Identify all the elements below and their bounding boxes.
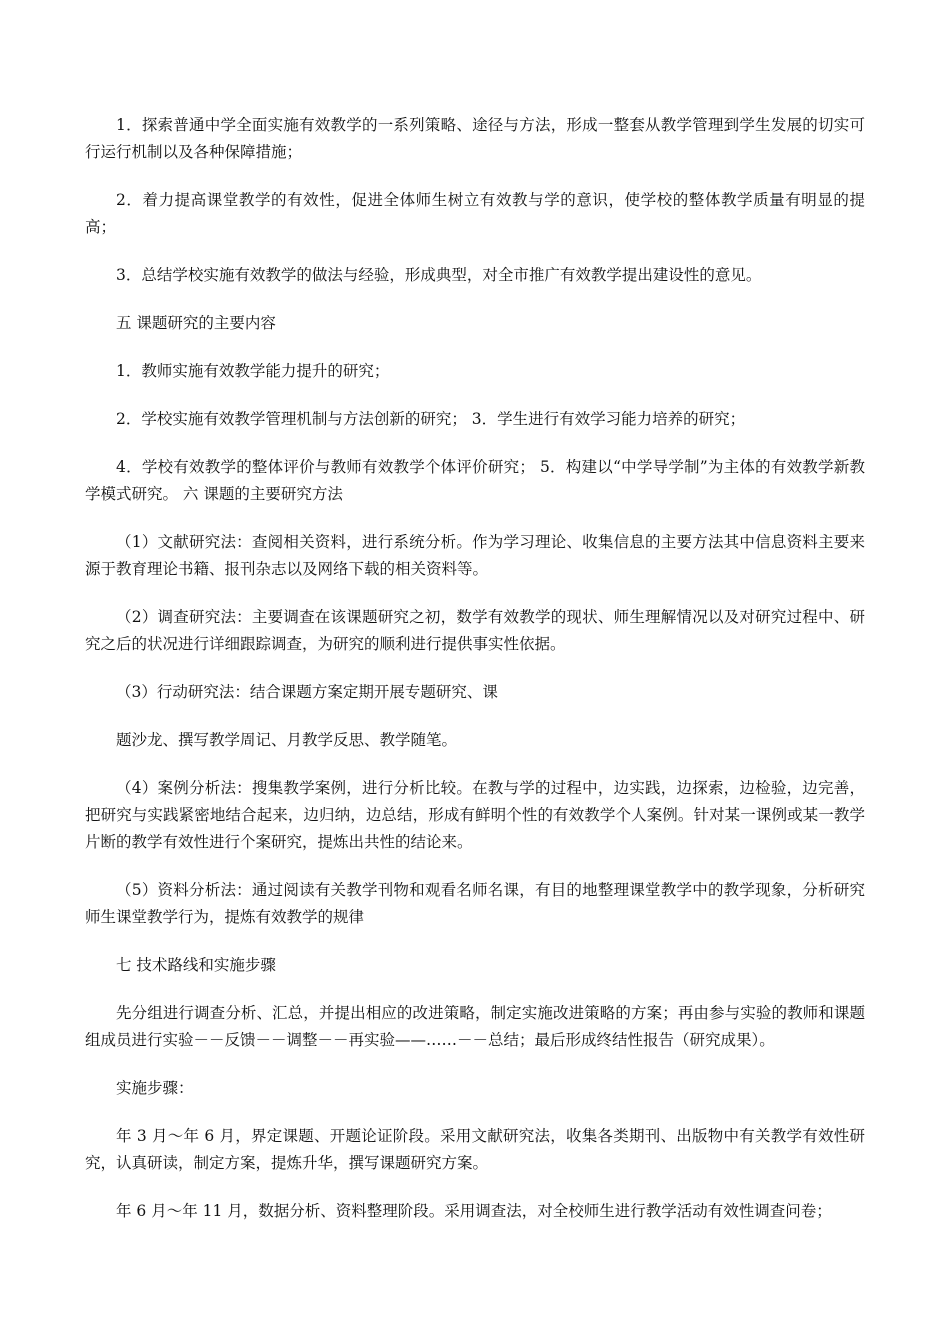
method-action: （3）行动研究法：结合课题方案定期开展专题研究、课 <box>116 683 498 701</box>
goal-paragraph-1: 1．探索普通中学全面实施有效教学的一系列策略、途径与方法，形成一整套从教学管理到学生发展的切实可行运行机制以及各种保障措施； <box>85 116 865 161</box>
document-page <box>85 112 865 1246</box>
step-phase-1: 年 3 月～年 6 月，界定课题、开题论证阶段。采用文献研究法，收集各类期刊、出版物中有关教学有效性研究，认真研读，制定方案，提炼升华，撰写课题研究方案。 <box>85 1127 865 1172</box>
method-literature: （1）文献研究法：查阅相关资料，进行系统分析。作为学习理论、收集信息的主要方法其中信息资料主要来源于教育理论书籍、报刊杂志以及网络下载的相关资料等。 <box>85 533 865 578</box>
section-heading-7: 七 技术路线和实施步骤 <box>116 956 276 974</box>
method-survey: （2）调查研究法：主要调查在该课题研究之初，数学有效教学的现状、师生理解情况以及对研究过程中、研究之后的状况进行详细跟踪调查，为研究的顺利进行提供事实性依据。 <box>85 608 865 653</box>
goal-paragraph-3: 3．总结学校实施有效教学的做法与经验，形成典型，对全市推广有效教学提出建设性的意见。 <box>116 266 762 284</box>
technical-route: 先分组进行调查分析、汇总，并提出相应的改进策略，制定实施改进策略的方案；再由参与实验的教师和课题组成员进行实验－－反馈－－调整－－再实验——……－－总结；最后形成终结性报告（研究成果）。 <box>85 1004 865 1049</box>
content-item-2-3: 2．学校实施有效教学管理机制与方法创新的研究； 3．学生进行有效学习能力培养的研究； <box>116 410 746 428</box>
method-data-analysis: （5）资料分析法：通过阅读有关教学刊物和观看名师名课，有目的地整理课堂教学中的教学现象，分析研究师生课堂教学行为，提炼有效教学的规律 <box>85 881 865 926</box>
method-case-analysis: （4）案例分析法：搜集教学案例，进行分析比较。在教与学的过程中，边实践，边探索，边检验，边完善，把研究与实践紧密地结合起来，边归纳，边总结，形成有鲜明个性的有效教学个人案例。针对某一课例或某一教学片断的教学有效性进行个案研究，提炼出共性的结论来。 <box>85 779 865 851</box>
section-heading-5: 五 课题研究的主要内容 <box>116 314 276 332</box>
goal-paragraph-2: 2．着力提高课堂教学的有效性，促进全体师生树立有效教与学的意识，使学校的整体教学质量有明显的提高； <box>85 191 865 236</box>
content-item-1: 1．教师实施有效教学能力提升的研究； <box>116 362 390 380</box>
method-action-continued: 题沙龙、撰写教学周记、月教学反思、教学随笔。 <box>116 731 458 749</box>
step-phase-2: 年 6 月～年 11 月，数据分析、资料整理阶段。采用调查法，对全校师生进行教学活动有效性调查问卷； <box>116 1202 832 1220</box>
implementation-steps-label: 实施步骤： <box>116 1079 194 1097</box>
content-item-4-5: 4．学校有效教学的整体评价与教师有效教学个体评价研究； 5．构建以“中学导学制”为主体的有效教学新教学模式研究。 六 课题的主要研究方法 <box>85 458 865 503</box>
